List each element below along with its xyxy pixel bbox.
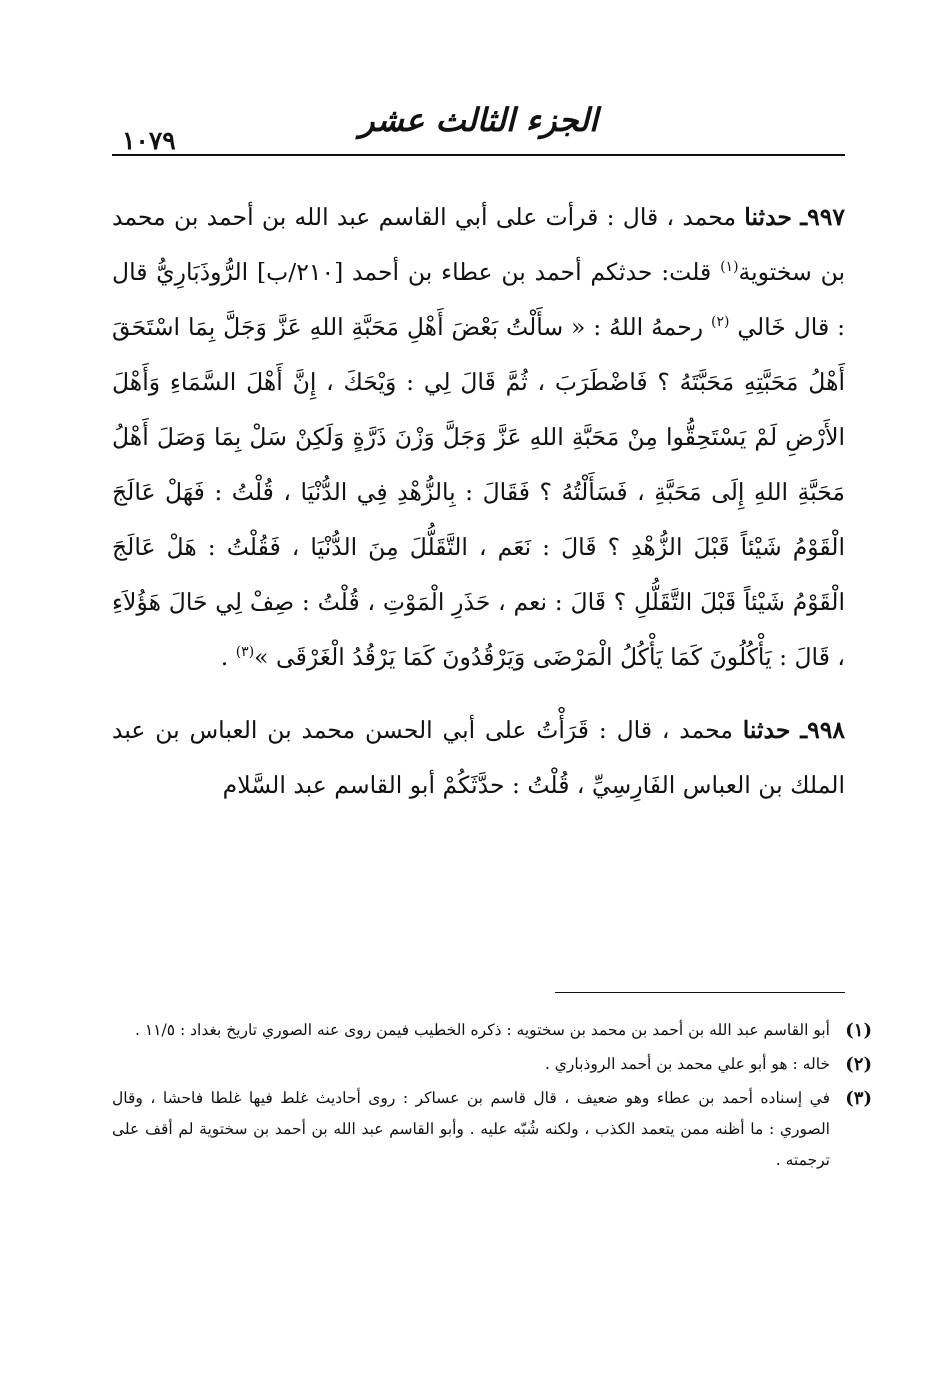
hadith-997 (112, 190, 845, 685)
page-number: ١٠٧٩ (122, 126, 176, 155)
footnote-ref-2[interactable]: (٢) (711, 314, 730, 331)
footnote-ref-3[interactable]: (٣) (235, 644, 255, 661)
footnote-marker: (١) (845, 1020, 872, 1041)
footnote-separator (555, 992, 845, 993)
page-header (112, 100, 845, 158)
footnote-1 (112, 1015, 872, 1046)
hadith-text: رحمهُ اللهُ : « سأَلْتُ بَعْضَ أَهْلِ مَحَبَّةِ اللهِ عَزَّ وَجَلَّ بِمَا اسْتَحَقَ أَهْلُ مَحَبَّتِهِ مَحَبَّتَهُ ؟ فَاضْطَرَبَ ، ثُمَّ قَالَ لِي : وَيْحَكَ ، إِنَّ أَهْلَ السَّمَاءِ وَأَهْلَ الأَرْضِ لَمْ يَسْتَحِقُّوا مِنْ مَحَبَّةِ اللهِ عَزَّ وَجَلَّ وَزْنَ ذَرَّةٍ وَلَكِنْ سَلْ بِمَا وَصَلَ أَهْلُ مَحَبَّةِ اللهِ إِلَى مَحَبَّةِ ، فَسَأَلْتُهُ ؟ فَقَالَ : بِالزُّهْدِ فِي الدُّنْيَا ، قُلْتُ : فَهَلْ عَالَجَ الْقَوْمُ شَيْئاً قَبْلَ الزُّهْدِ ؟ قَالَ : نَعَم ، التَّقَلُّلَ مِنَ الدُّنْيَا ، فَقُلْتُ : هَلْ عَالَجَ الْقَوْمُ شَيْئاً قَبْلَ التَّقَلُّلِ ؟ قَالَ : نعم ، حَذَرِ الْمَوْتِ ، قُلْتُ : صِفْ لِي حَالَ هَؤُلاَءِ ، قَالَ : يَأْكُلُونَ كَمَا يَأْكُلُ الْمَرْضَى وَيَرْقُدُونَ كَمَا يَرْقُدُ الْغَرْقَى » (112, 313, 846, 671)
hadith-text: محمد ، قال : قَرَأْتُ على أبي الحسن محمد بن العباس بن عبد الملك بن العباس الفَارِسِيِّ ، قُلْتُ : حدَّثَكُمْ أبو القاسم عبد السَّلام (112, 716, 845, 799)
hadith-text: . (220, 643, 236, 671)
footnote-marker: (٢) (845, 1054, 872, 1075)
main-text (112, 190, 845, 831)
footnote-marker: (٣) (845, 1088, 872, 1109)
hadith-998 (112, 703, 845, 813)
running-title: الجزء الثالث عشر (359, 101, 598, 139)
hadith-number: ٩٩٨ـ (800, 716, 845, 744)
footnote-text: أبو القاسم عبد الله بن أحمد بن محمد بن سختويه : ذكره الخطيب فيمن روى عنه الصوري تاريخ بغداد : ١١/٥ . (135, 1021, 830, 1039)
hadith-text: محمد ، قال : قرأت على أبي القاسم عبد الله بن أحمد بن محمد بن سختوية (112, 203, 845, 286)
header-rule (112, 154, 845, 156)
footnote-text: في إسناده أحمد بن عطاء وهو ضعيف ، قال قاسم بن عساكر : روى أحاديث غلط فيها غلطا فاحشا ، وقال الصوري : ما أظنه ممن يتعمد الكذب ، ولكنه شُبّه عليه . وأبو القاسم عبد الله بن أحمد بن سختوية لم أقف على ترجمته . (112, 1089, 830, 1169)
hadith-text: قلت: حدثكم أحمد بن عطاء بن أحمد [٢١٠/ب] الرُّوذَبَارِيُّ قال : قال خَالي (112, 258, 845, 341)
narration-verb: حدثنا (744, 203, 792, 231)
footnote-3 (112, 1083, 872, 1176)
footnote-ref-1[interactable]: (١) (720, 259, 739, 276)
narration-verb: حدثنا (742, 716, 791, 744)
hadith-number: ٩٩٧ـ (800, 203, 845, 231)
footnote-text: خاله : هو أبو علي محمد بن أحمد الروذباري . (544, 1055, 830, 1073)
footnotes (112, 1015, 872, 1179)
footnote-2 (112, 1049, 872, 1080)
